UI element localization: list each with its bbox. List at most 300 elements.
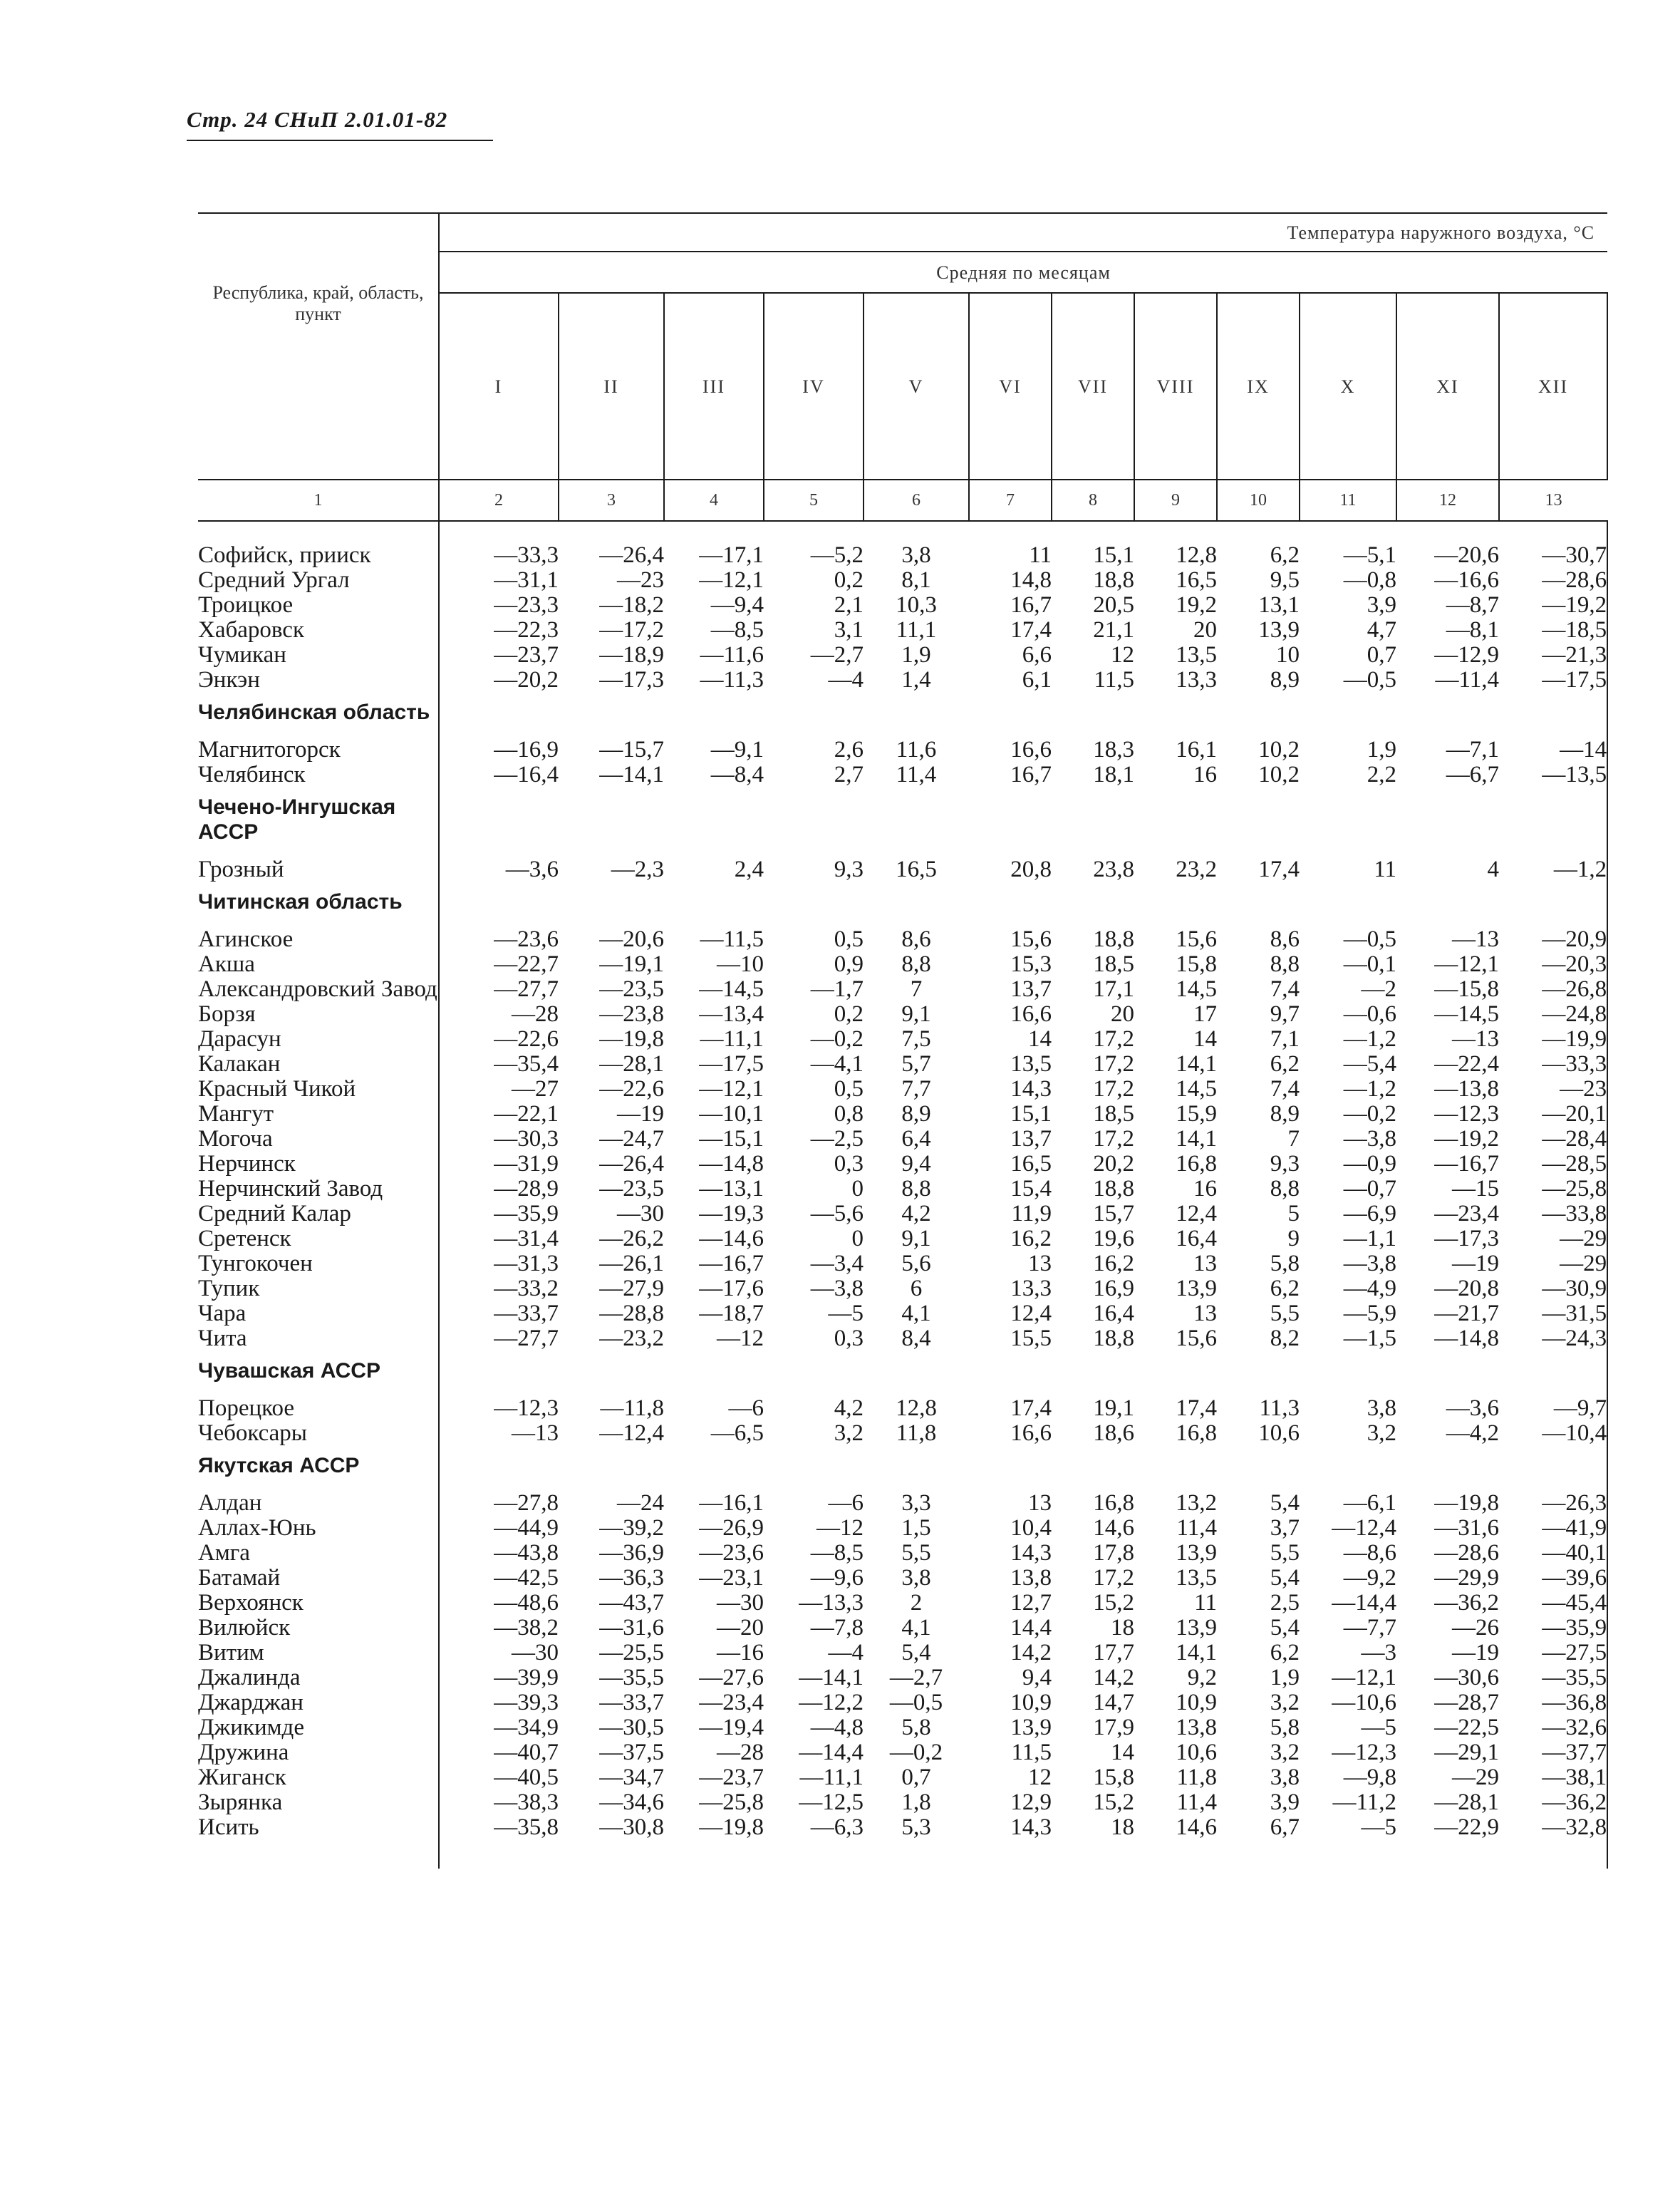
temperature-cell: 8,9 <box>1270 1101 1300 1127</box>
temperature-cell: 14,1 <box>1176 1126 1217 1152</box>
temperature-cell: 11,5 <box>1011 1740 1052 1765</box>
empty-cell <box>1300 693 1396 738</box>
temperature-cell: 12,9 <box>1010 1789 1052 1815</box>
temperature-cell: 16,5 <box>1010 1151 1052 1177</box>
empty-cell <box>1134 1446 1217 1491</box>
temperature-cell: —40,1 <box>1499 1541 1607 1566</box>
temperature-cell: —12,3 <box>1332 1740 1396 1765</box>
table-row <box>198 1421 1607 1446</box>
temperature-cell: —23,1 <box>699 1565 764 1591</box>
table-head <box>198 213 1607 521</box>
temperature-cell: —9,6 <box>810 1565 864 1591</box>
place-name: Нерчинский Завод <box>198 1177 439 1202</box>
temperature-cell: 12,7 <box>1010 1590 1052 1616</box>
place-name: Вилюйск <box>198 1616 439 1641</box>
temperature-cell: 8,9 <box>1270 667 1300 693</box>
temperature-cell: 11,4 <box>1176 1789 1217 1815</box>
place-name: Агинское <box>198 927 439 952</box>
temperature-cell: 19,2 <box>1176 592 1217 618</box>
temperature-cell: —0,5 <box>889 1690 943 1715</box>
temperature-cell: —13 <box>1452 1026 1499 1052</box>
temperature-cell: —21,7 <box>1434 1301 1499 1326</box>
temperature-cell: 16,6 <box>1010 737 1052 763</box>
temperature-cell: —19 <box>617 1101 664 1127</box>
temperature-cell: —19,4 <box>699 1715 764 1740</box>
temperature-cell: 7,4 <box>1270 1076 1300 1102</box>
temperature-cell: —31,6 <box>1434 1515 1499 1541</box>
empty-cell <box>1300 1446 1396 1491</box>
temperature-cell: —20,6 <box>599 926 664 952</box>
empty-cell <box>969 1351 1052 1396</box>
temperature-cell: —12,3 <box>494 1395 559 1421</box>
temperature-cell: —40,5 <box>494 1765 559 1790</box>
place-name: Витим <box>198 1641 439 1665</box>
temperature-cell: —16,9 <box>494 737 559 763</box>
empty-cell <box>439 882 559 927</box>
temperature-cell: 17,7 <box>1093 1640 1134 1665</box>
empty-cell <box>764 693 864 738</box>
temperature-cell: —24,8 <box>1499 1002 1607 1027</box>
table-row <box>198 1690 1607 1715</box>
temperature-cell: —3,6 <box>1446 1395 1499 1421</box>
temperature-cell: 4,2 <box>834 1395 864 1421</box>
temperature-cell: 0,2 <box>834 567 864 593</box>
temperature-cell: 7,7 <box>901 1076 931 1102</box>
place-name: Джалинда <box>198 1665 439 1690</box>
temperature-cell: —11,1 <box>799 1765 864 1790</box>
table-row <box>198 927 1607 952</box>
subgroup-header: Средняя по месяцам <box>439 252 1607 293</box>
temperature-cell: —6,5 <box>710 1420 764 1446</box>
table-row <box>198 952 1607 977</box>
place-name: Чумикан <box>198 643 439 668</box>
temperature-cell: 16,8 <box>1176 1420 1217 1446</box>
temperature-cell: 13,9 <box>1176 1276 1217 1301</box>
temperature-cell: —15,1 <box>699 1126 764 1152</box>
empty-cell <box>559 1446 664 1491</box>
temperature-cell: —14,8 <box>699 1151 764 1177</box>
temperature-cell: —25,8 <box>699 1789 764 1815</box>
temperature-cell: 2,6 <box>834 737 864 763</box>
temperature-cell: 9,4 <box>901 1151 931 1177</box>
temperature-cell: —19,3 <box>699 1201 764 1226</box>
temperature-cell: 11 <box>1194 1590 1217 1616</box>
place-name: Алдан <box>198 1491 439 1516</box>
temperature-cell: 16,6 <box>1010 1420 1052 1446</box>
temperature-cell: —3,8 <box>1343 1251 1396 1276</box>
place-name: Средний Калар <box>198 1202 439 1226</box>
table-row <box>198 1765 1607 1790</box>
temperature-cell: —8,1 <box>1446 617 1499 643</box>
empty-cell <box>439 1446 559 1491</box>
empty-cell <box>1300 787 1396 857</box>
spacer-cell <box>198 1840 439 1869</box>
temperature-cell: 17,4 <box>1010 617 1052 643</box>
temperature-cell: —10,1 <box>699 1101 764 1127</box>
temperature-cell: 16 <box>1193 1176 1217 1202</box>
temperature-cell: —0,5 <box>1343 926 1396 952</box>
temperature-cell: —29,1 <box>1434 1740 1499 1765</box>
temperature-cell: 11 <box>1029 542 1052 568</box>
temperature-cell: —36,3 <box>599 1565 664 1591</box>
temperature-cell: 14,2 <box>1093 1665 1134 1690</box>
temperature-cell: —20,3 <box>1499 952 1607 977</box>
temperature-cell: 14,1 <box>1176 1640 1217 1665</box>
temperature-cell: 20,8 <box>1010 857 1052 882</box>
temperature-cell: 14,5 <box>1176 1076 1217 1102</box>
temperature-cell: 5,5 <box>1270 1540 1300 1566</box>
temperature-cell: 3,8 <box>1367 1395 1396 1421</box>
temperature-cell: 8,8 <box>1270 1176 1300 1202</box>
temperature-cell: —13,3 <box>799 1590 864 1616</box>
temperature-cell: 5,8 <box>1270 1715 1300 1740</box>
temperature-cell: —25,8 <box>1499 1177 1607 1202</box>
temperature-cell: —42,5 <box>494 1565 559 1591</box>
table-row <box>198 618 1607 643</box>
temperature-cell: —28,9 <box>494 1176 559 1202</box>
temperature-cell: —17,2 <box>599 617 664 643</box>
temperature-cell: —8,6 <box>1343 1540 1396 1566</box>
temperature-cell: —23,3 <box>494 592 559 618</box>
temperature-cell: —39,9 <box>494 1665 559 1690</box>
temperature-cell: 11,5 <box>1094 667 1134 693</box>
column-number: 7 <box>969 480 1052 521</box>
temperature-cell: 7,4 <box>1270 976 1300 1002</box>
place-name: Борзя <box>198 1002 439 1027</box>
temperature-cell: 0,5 <box>834 1076 864 1102</box>
table-row <box>198 1491 1607 1516</box>
temperature-cell: —7,1 <box>1446 737 1499 763</box>
place-name: Александровский Завод <box>198 977 439 1002</box>
temperature-cell: —43,7 <box>599 1590 664 1616</box>
temperature-cell: 2,5 <box>1270 1590 1300 1616</box>
table-row <box>198 668 1607 693</box>
place-name: Софийск, прииск <box>198 543 439 568</box>
place-name: Тупик <box>198 1276 439 1301</box>
temperature-cell: 2,4 <box>734 857 764 882</box>
temperature-cell: —22,5 <box>1434 1715 1499 1740</box>
temperature-cell: —0,7 <box>1343 1176 1396 1202</box>
temperature-cell: 16,2 <box>1010 1226 1052 1251</box>
table-row <box>198 1815 1607 1840</box>
temperature-cell: 18,8 <box>1093 926 1134 952</box>
temperature-cell: 4,2 <box>901 1201 931 1226</box>
temperature-cell: 5,6 <box>901 1251 931 1276</box>
table-row <box>198 738 1607 763</box>
temperature-cell: 15,8 <box>1093 1765 1134 1790</box>
temperature-cell: —12,2 <box>799 1690 864 1715</box>
temperature-cell: 3,8 <box>901 542 931 568</box>
place-name: Жиганск <box>198 1765 439 1790</box>
temperature-cell: 16,6 <box>1010 1001 1052 1027</box>
temperature-cell: —8,5 <box>710 617 764 643</box>
spacer-cell <box>1396 521 1499 543</box>
table-row <box>198 1665 1607 1690</box>
temperature-cell: —36,9 <box>599 1540 664 1566</box>
column-number: 9 <box>1134 480 1217 521</box>
temperature-cell: —10 <box>717 951 764 977</box>
temperature-cell: —23,8 <box>599 1001 664 1027</box>
temperature-cell: —22,7 <box>494 951 559 977</box>
temperature-cell: 0,9 <box>834 951 864 977</box>
spacer-cell <box>1499 1840 1607 1869</box>
empty-cell <box>664 882 764 927</box>
empty-cell <box>559 1351 664 1396</box>
temperature-cell: 20 <box>1111 1001 1134 1027</box>
place-name: Акша <box>198 952 439 977</box>
empty-cell <box>1499 882 1607 927</box>
table-row <box>198 1790 1607 1815</box>
temperature-cell: 9,1 <box>901 1001 931 1027</box>
spacer-cell <box>969 1840 1052 1869</box>
temperature-cell: 6,2 <box>1270 1276 1300 1301</box>
place-name: Чита <box>198 1326 439 1351</box>
column-number: 12 <box>1396 480 1499 521</box>
temperature-cell: 18,5 <box>1093 1101 1134 1127</box>
temperature-cell: 17,1 <box>1093 976 1134 1002</box>
temperature-cell: —29,9 <box>1434 1565 1499 1591</box>
temperature-cell: —22,1 <box>494 1101 559 1127</box>
temperature-cell: —29 <box>1452 1765 1499 1790</box>
temperature-cell: 16,1 <box>1176 737 1217 763</box>
temperature-cell: —9,4 <box>710 592 764 618</box>
empty-cell <box>1396 882 1499 927</box>
table-row <box>198 1202 1607 1226</box>
place-name: Порецкое <box>198 1396 439 1421</box>
temperature-cell: 15,2 <box>1093 1789 1134 1815</box>
temperature-cell: 18,8 <box>1093 1326 1134 1351</box>
temperature-cell: —11,1 <box>700 1026 764 1052</box>
temperature-cell: —15 <box>1452 1176 1499 1202</box>
temperature-cell: —14 <box>1499 738 1607 763</box>
temperature-cell: 17,2 <box>1093 1026 1134 1052</box>
temperature-cell: —23,5 <box>599 1176 664 1202</box>
temperature-cell: —20,6 <box>1434 542 1499 568</box>
temperature-cell: 13 <box>1028 1251 1052 1276</box>
place-name: Нерчинск <box>198 1152 439 1177</box>
temperature-cell: 3,2 <box>1270 1740 1300 1765</box>
temperature-cell: —16,6 <box>1434 567 1499 593</box>
column-number: 1 <box>198 480 439 521</box>
temperature-cell: —27,5 <box>1499 1641 1607 1665</box>
empty-cell <box>1396 1446 1499 1491</box>
temperature-cell: —9,8 <box>1343 1765 1396 1790</box>
temperature-cell: 1,5 <box>901 1515 931 1541</box>
temperature-cell: 9,3 <box>834 857 864 882</box>
temperature-cell: 4,1 <box>901 1301 931 1326</box>
month-header: XI <box>1396 293 1499 480</box>
temperature-cell: —0,2 <box>810 1026 864 1052</box>
empty-cell <box>1499 787 1607 857</box>
spacer-cell <box>1134 521 1217 543</box>
temperature-cell: —30 <box>512 1640 559 1665</box>
month-header: V <box>864 293 969 480</box>
temperature-cell: —28 <box>512 1001 559 1027</box>
temperature-cell: 5,5 <box>1270 1301 1300 1326</box>
temperature-cell: 7 <box>910 976 923 1002</box>
temperature-cell: 13,9 <box>1258 617 1300 643</box>
table-row <box>198 857 1607 882</box>
place-name: Мангут <box>198 1102 439 1127</box>
temperature-cell: 23,2 <box>1176 857 1217 882</box>
temperature-cell: 0,7 <box>901 1765 931 1790</box>
empty-cell <box>1300 1351 1396 1396</box>
empty-cell <box>664 787 764 857</box>
place-name: Джикимде <box>198 1715 439 1740</box>
temperature-cell: 15,3 <box>1010 951 1052 977</box>
temperature-cell: —24,3 <box>1499 1326 1607 1351</box>
column-number: 11 <box>1300 480 1396 521</box>
empty-cell <box>1499 1446 1607 1491</box>
temperature-cell: —2,5 <box>810 1126 864 1152</box>
temperature-cell: —6 <box>728 1395 764 1421</box>
temperature-cell: 15,6 <box>1176 926 1217 952</box>
temperature-cell: 0,7 <box>1367 642 1396 668</box>
temperature-cell: 6,6 <box>1022 642 1052 668</box>
temperature-cell: 8,9 <box>901 1101 931 1127</box>
temperature-cell: 14 <box>1193 1026 1217 1052</box>
temperature-cell: —5,9 <box>1343 1301 1396 1326</box>
temperature-cell: —31,5 <box>1499 1301 1607 1326</box>
spacer-cell <box>664 521 764 543</box>
spacer-cell <box>559 1840 664 1869</box>
temperature-cell: —26,4 <box>599 542 664 568</box>
month-header: X <box>1300 293 1396 480</box>
temperature-cell: —35,9 <box>494 1201 559 1226</box>
temperature-cell: 15,6 <box>1176 1326 1217 1351</box>
temperature-cell: —4 <box>828 667 864 693</box>
temperature-cell: —23,4 <box>699 1690 764 1715</box>
temperature-cell: —6,3 <box>810 1814 864 1840</box>
temperature-cell: 17,2 <box>1093 1565 1134 1591</box>
temperature-cell: 13,1 <box>1258 592 1300 618</box>
temperature-cell: 3,3 <box>901 1490 931 1516</box>
temperature-cell: 18 <box>1111 1615 1134 1641</box>
temperature-cell: 14 <box>1111 1740 1134 1765</box>
temperature-cell: 18 <box>1111 1814 1134 1840</box>
temperature-cell: 15,7 <box>1093 1201 1134 1226</box>
empty-cell <box>1396 787 1499 857</box>
temperature-cell: —18,7 <box>699 1301 764 1326</box>
temperature-cell: —24 <box>617 1490 664 1516</box>
spacer-cell <box>198 521 439 543</box>
temperature-cell: —1,7 <box>810 976 864 1002</box>
place-name: Магнитогорск <box>198 738 439 763</box>
temperature-cell: —32,8 <box>1499 1815 1607 1840</box>
temperature-cell: 1,9 <box>1270 1665 1300 1690</box>
column-number: 5 <box>764 480 864 521</box>
place-name: Амга <box>198 1541 439 1566</box>
column-number: 10 <box>1217 480 1300 521</box>
section-title: Челябинская область <box>198 693 439 738</box>
temperature-cell: —14,4 <box>799 1740 864 1765</box>
empty-cell <box>1217 882 1300 927</box>
temperature-cell: —38,2 <box>494 1615 559 1641</box>
temperature-cell: —23,5 <box>599 976 664 1002</box>
temperature-cell: —11,5 <box>700 926 764 952</box>
place-name: Хабаровск <box>198 618 439 643</box>
temperature-cell: 13 <box>1028 1490 1052 1516</box>
table-row <box>198 1541 1607 1566</box>
temperature-cell: 11,8 <box>1176 1765 1217 1790</box>
spacer-cell <box>1134 1840 1217 1869</box>
table-row <box>198 543 1607 568</box>
temperature-cell: 8,1 <box>901 567 931 593</box>
temperature-cell: —27,7 <box>494 1326 559 1351</box>
place-name: Троицкое <box>198 593 439 618</box>
table-row <box>198 1326 1607 1351</box>
temperature-cell: 15,5 <box>1010 1326 1052 1351</box>
place-name: Могоча <box>198 1127 439 1152</box>
temperature-cell: 5,8 <box>1270 1251 1300 1276</box>
temperature-cell: —4,2 <box>1446 1420 1499 1446</box>
temperature-cell: —14,6 <box>699 1226 764 1251</box>
temperature-cell: —13,5 <box>1499 763 1607 787</box>
temperature-cell: —38,1 <box>1499 1765 1607 1790</box>
temperature-cell: —7,7 <box>1343 1615 1396 1641</box>
temperature-cell: —34,6 <box>599 1789 664 1815</box>
empty-cell <box>864 787 969 857</box>
temperature-cell: 15,4 <box>1010 1176 1052 1202</box>
temperature-cell: —31,3 <box>494 1251 559 1276</box>
temperature-cell: 10,4 <box>1010 1515 1052 1541</box>
empty-cell <box>764 787 864 857</box>
temperature-cell: 5,4 <box>1270 1565 1300 1591</box>
temperature-cell: —2,7 <box>889 1665 943 1690</box>
temperature-cell: —2 <box>1361 976 1396 1002</box>
empty-cell <box>664 693 764 738</box>
temperature-cell: —26,8 <box>1499 977 1607 1002</box>
temperature-cell: —28,4 <box>1499 1127 1607 1152</box>
temperature-cell: —48,6 <box>494 1590 559 1616</box>
temperature-cell: 10,6 <box>1258 1420 1300 1446</box>
temperature-cell: 6,2 <box>1270 1640 1300 1665</box>
temperature-cell: —5 <box>1361 1814 1396 1840</box>
temperature-cell: 17,4 <box>1010 1395 1052 1421</box>
temperature-cell: —13,8 <box>1434 1076 1499 1102</box>
temperature-cell: 15,6 <box>1010 926 1052 952</box>
table-row <box>198 1177 1607 1202</box>
name-column-header: Республика, край, область, пункт <box>198 213 439 480</box>
empty-cell <box>1052 882 1134 927</box>
temperature-cell: —20,2 <box>494 667 559 693</box>
place-name: Средний Ургал <box>198 568 439 593</box>
temperature-cell: —41,9 <box>1499 1516 1607 1541</box>
temperature-cell: —28 <box>717 1740 764 1765</box>
temperature-cell: 10,9 <box>1010 1690 1052 1715</box>
temperature-cell: —0,2 <box>889 1740 943 1765</box>
temperature-cell: —12 <box>717 1326 764 1351</box>
spacer-cell <box>764 521 864 543</box>
temperature-cell: —18,5 <box>1499 618 1607 643</box>
temperature-cell: 11,8 <box>896 1420 937 1446</box>
temperature-cell: —44,9 <box>494 1515 559 1541</box>
spacer-cell <box>764 1840 864 1869</box>
temperature-cell: 2,7 <box>834 762 864 787</box>
empty-cell <box>559 882 664 927</box>
temperature-cell: —30 <box>617 1201 664 1226</box>
temperature-cell: —4,1 <box>810 1051 864 1077</box>
temperature-cell: —6,9 <box>1343 1201 1396 1226</box>
temperature-cell: 14,3 <box>1010 1540 1052 1566</box>
spacer-cell <box>1052 521 1134 543</box>
temperature-cell: —18,2 <box>599 592 664 618</box>
spacer-cell <box>439 521 559 543</box>
temperature-cell: 1,4 <box>901 667 931 693</box>
table-row <box>198 1276 1607 1301</box>
temperature-cell: —20,8 <box>1434 1276 1499 1301</box>
temperature-cell: —13 <box>512 1420 559 1446</box>
